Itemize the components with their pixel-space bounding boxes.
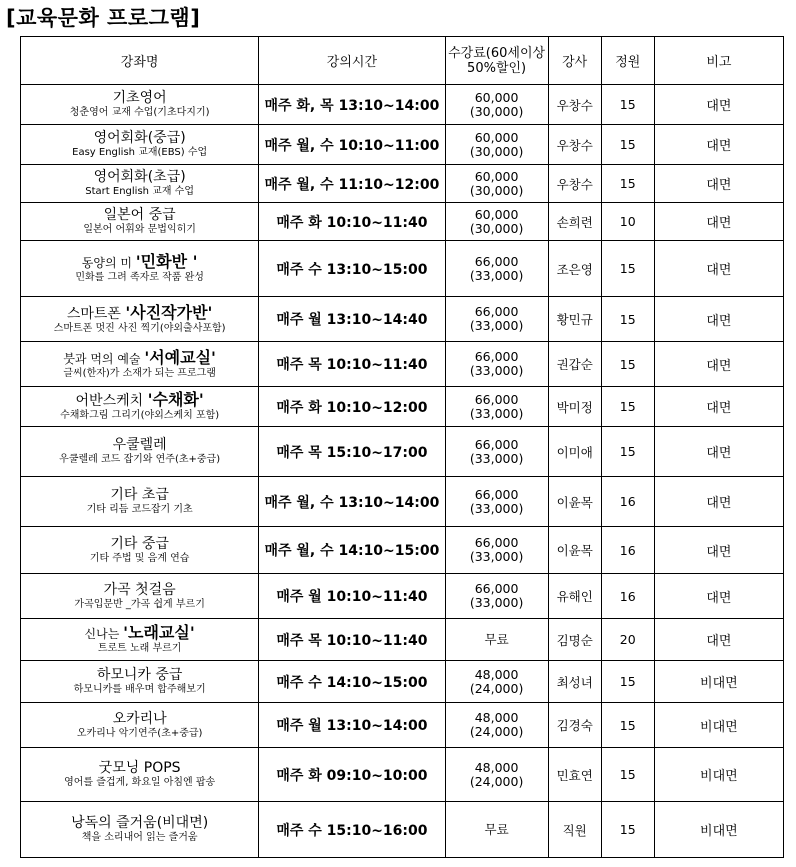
course-name: 기타 중급 [110,535,169,552]
fee-cell [445,203,548,241]
class-time: 매주 수 15:10~16:00 [259,802,445,858]
table-row [21,387,784,427]
note: 대면 [654,165,783,203]
fee-discount: (30,000) [469,220,524,236]
course-name-cell [21,527,259,574]
header-note: 비고 [654,37,783,85]
class-time: 매주 목 10:10~11:40 [259,619,445,661]
teacher: 이미애 [548,427,601,477]
note: 비대면 [654,802,783,858]
fee-cell [445,619,548,661]
course-description: 하모니카를 배우며 합주해보기 [73,684,206,695]
capacity: 15 [601,387,654,427]
capacity: 15 [601,661,654,703]
teacher: 우창수 [548,125,601,165]
header-capacity: 정원 [601,37,654,85]
course-name: 일본어 중급 [103,207,176,223]
program-table [20,36,784,858]
teacher: 이윤목 [548,527,601,574]
capacity: 10 [601,203,654,241]
fee-cell [445,342,548,387]
teacher: 우창수 [548,85,601,125]
course-name: 낭독의 즐거움(비대면) [71,815,209,831]
teacher: 유해인 [548,574,601,619]
fee-discount: (24,000) [469,724,524,739]
fee-amount: 60,000 [474,206,519,222]
note: 비대면 [654,661,783,703]
class-time: 매주 수 14:10~15:00 [259,661,445,703]
teacher: 김경숙 [548,703,601,748]
course-description: Easy English 교재(EBS) 수업 [72,147,208,158]
note: 대면 [654,619,783,661]
capacity: 16 [601,477,654,527]
fee-discount: (33,000) [469,405,524,421]
note: 대면 [654,203,783,241]
table-row [21,802,784,858]
note: 대면 [654,427,783,477]
capacity: 20 [601,619,654,661]
teacher: 김명순 [548,619,601,661]
header-fee [445,37,548,85]
fee-discount: (24,000) [469,680,524,696]
fee-amount: 48,000 [474,759,519,775]
fee-cell [445,241,548,297]
fee-amount: 60,000 [474,129,519,145]
teacher: 조은영 [548,241,601,297]
fee-amount: 66,000 [474,436,519,452]
fee-amount: 66,000 [474,535,519,550]
course-name-quoted: '노래교실' [123,623,195,642]
capacity: 15 [601,165,654,203]
fee-discount: (30,000) [469,182,524,198]
note: 대면 [654,342,783,387]
capacity: 15 [601,802,654,858]
fee-discount: (33,000) [469,267,524,283]
course-description: 책을 소리내어 읽는 즐거움 [81,832,198,843]
note: 비대면 [654,703,783,748]
fee-discount: (33,000) [469,595,524,610]
table-row [21,427,784,477]
course-description: 가곡입문반 _가곡 쉽게 부르기 [74,598,205,610]
capacity: 15 [601,703,654,748]
course-description: 글씨(한자)가 소재가 되는 프로그램 [63,367,216,379]
table-row [21,574,784,619]
fee-cell [445,477,548,527]
class-time: 매주 화 10:10~11:40 [259,203,445,241]
teacher: 이윤목 [548,477,601,527]
note: 대면 [654,297,783,342]
table-row [21,703,784,748]
note: 비대면 [654,748,783,802]
fee-amount: 무료 [484,631,509,647]
class-time: 매주 월 13:10~14:00 [259,703,445,748]
table-row [21,661,784,703]
header-fee-line1: 수강료(60세이상 [448,45,546,61]
table-row [21,241,784,297]
course-name-cell [21,802,259,858]
fee-cell [445,125,548,165]
course-description: 일본어 어휘와 문법익히기 [83,224,196,235]
fee-discount: (33,000) [469,450,524,466]
fee-amount: 66,000 [474,581,519,596]
course-name: 기타 초급 [110,487,169,503]
course-title [23,169,256,186]
course-title [23,760,256,777]
class-time: 매주 월, 수 10:10~11:00 [259,125,445,165]
fee-amount: 60,000 [474,168,519,184]
course-description: 수채화그림 그리기(야외스케치 포함) [60,410,220,421]
class-time: 매주 월, 수 11:10~12:00 [259,165,445,203]
course-name: 하모니카 중급 [96,667,183,683]
course-description: 기타 주법 및 음계 연습 [89,552,190,564]
fee-discount: (33,000) [469,500,524,516]
fee-discount: (30,000) [469,143,524,159]
fee-amount: 66,000 [474,486,519,502]
course-description: 트로트 노래 부르기 [97,643,182,654]
table-row [21,165,784,203]
fee-amount: 60,000 [474,89,519,105]
fee-amount: 66,000 [474,349,519,364]
fee-amount: 48,000 [474,710,519,725]
fee-amount: 48,000 [474,666,519,682]
fee-discount: (24,000) [469,773,524,789]
note: 대면 [654,387,783,427]
teacher: 직원 [548,802,601,858]
course-name: 가곡 첫걸음 [103,581,176,598]
fee-cell [445,165,548,203]
note: 대면 [654,527,783,574]
course-title [23,253,256,272]
fee-amount: 66,000 [474,253,519,269]
class-time: 매주 월 13:10~14:40 [259,297,445,342]
course-title [23,130,256,147]
course-name: 우쿨렐레 [112,437,167,453]
course-title [23,487,256,504]
course-title [23,90,256,107]
course-name-quoted: '수채화' [147,390,204,409]
course-description: 청춘영어 교재 수업(기초다지기) [69,107,210,118]
note: 대면 [654,241,783,297]
course-title [23,437,256,454]
course-title [23,711,256,728]
course-title [23,667,256,684]
course-description: Start English 교재 수업 [85,186,194,197]
capacity: 15 [601,125,654,165]
course-name-cell [21,125,259,165]
table-row [21,527,784,574]
capacity: 15 [601,748,654,802]
course-name-cell [21,241,259,297]
fee-amount: 무료 [484,821,509,837]
course-title [23,304,256,323]
course-name-cell [21,387,259,427]
fee-cell [445,297,548,342]
capacity: 15 [601,85,654,125]
course-name-cell [21,342,259,387]
header-fee-line2: 50%할인) [467,60,527,76]
course-name: 스마트폰 [66,305,126,322]
class-time: 매주 화 10:10~12:00 [259,387,445,427]
note: 대면 [654,574,783,619]
teacher: 최성녀 [548,661,601,703]
teacher: 민효연 [548,748,601,802]
course-description: 오카리나 악기연주(초+중급) [76,727,203,739]
fee-cell [445,703,548,748]
fee-discount: (33,000) [469,549,524,564]
course-description: 영어를 즐겁게, 화요일 아침엔 팝송 [64,777,216,788]
teacher: 황민규 [548,297,601,342]
teacher: 손희련 [548,203,601,241]
course-name: 굿모닝 POPS [98,760,181,776]
note: 대면 [654,125,783,165]
course-name: 기초영어 [112,90,167,106]
course-title [23,815,256,832]
table-row [21,342,784,387]
course-name-cell [21,661,259,703]
header-time: 강의시간 [259,37,445,85]
page-title: [교육문화 프로그램] [6,6,201,30]
table-row [21,297,784,342]
course-name-cell [21,427,259,477]
course-name-cell [21,574,259,619]
course-description: 스마트폰 멋진 사진 찍기(야외출사포함) [53,322,226,334]
class-time: 매주 월, 수 13:10~14:00 [259,477,445,527]
course-name-quoted: '사진작가반' [125,302,213,322]
course-name-cell [21,619,259,661]
fee-cell [445,527,548,574]
teacher: 박미정 [548,387,601,427]
class-time: 매주 목 15:10~17:00 [259,427,445,477]
fee-cell [445,802,548,858]
header-row [21,37,784,85]
course-name: 어반스케치 [75,393,148,409]
fee-discount: (30,000) [469,103,524,119]
teacher: 우창수 [548,165,601,203]
class-time: 매주 화, 목 13:10~14:00 [259,85,445,125]
fee-cell [445,574,548,619]
capacity: 16 [601,527,654,574]
fee-cell [445,661,548,703]
header-course: 강좌명 [21,37,259,85]
note: 대면 [654,85,783,125]
course-prefix: 동양의 미 [81,256,136,270]
fee-cell [445,387,548,427]
table-row [21,748,784,802]
class-time: 매주 목 10:10~11:40 [259,342,445,387]
course-title [23,582,256,599]
course-name-cell [21,297,259,342]
table-row [21,203,784,241]
class-time: 매주 화 09:10~10:00 [259,748,445,802]
course-name-cell [21,703,259,748]
capacity: 15 [601,427,654,477]
course-name-cell [21,85,259,125]
class-time: 매주 월, 수 14:10~15:00 [259,527,445,574]
course-name-quoted: '민화반 ' [135,252,198,271]
course-name-cell [21,203,259,241]
teacher: 권갑순 [548,342,601,387]
fee-cell [445,85,548,125]
course-description: 우쿨렐레 코드 잡기와 연주(초+중급) [59,454,221,465]
course-name-cell [21,477,259,527]
fee-cell [445,748,548,802]
course-title [23,624,256,643]
table-row [21,125,784,165]
course-title [23,349,256,368]
course-description: 기타 리듬 코드잡기 기초 [86,504,193,515]
fee-amount: 66,000 [474,391,519,407]
fee-discount: (33,000) [469,363,524,378]
course-prefix: 붓과 먹의 예술 [63,351,145,366]
table-row [21,85,784,125]
course-description: 민화를 그려 족자로 작품 완성 [75,272,204,283]
course-name-cell [21,165,259,203]
course-title [23,536,256,553]
course-name: 영어회화(중급) [93,130,186,146]
table-row [21,477,784,527]
course-title [23,391,256,410]
note: 대면 [654,477,783,527]
capacity: 15 [601,342,654,387]
course-name-quoted: '서예교실' [144,347,216,367]
capacity: 15 [601,297,654,342]
class-time: 매주 수 13:10~15:00 [259,241,445,297]
course-name-cell [21,748,259,802]
course-title [23,207,256,224]
table-row [21,619,784,661]
fee-discount: (33,000) [469,318,524,333]
course-prefix: 신나는 [84,627,124,641]
class-time: 매주 월 10:10~11:40 [259,574,445,619]
header-teacher: 강사 [548,37,601,85]
fee-amount: 66,000 [474,304,519,319]
course-name: 오카리나 [112,710,167,727]
course-name: 영어회화(초급) [93,169,186,185]
fee-cell [445,427,548,477]
capacity: 15 [601,241,654,297]
capacity: 16 [601,574,654,619]
